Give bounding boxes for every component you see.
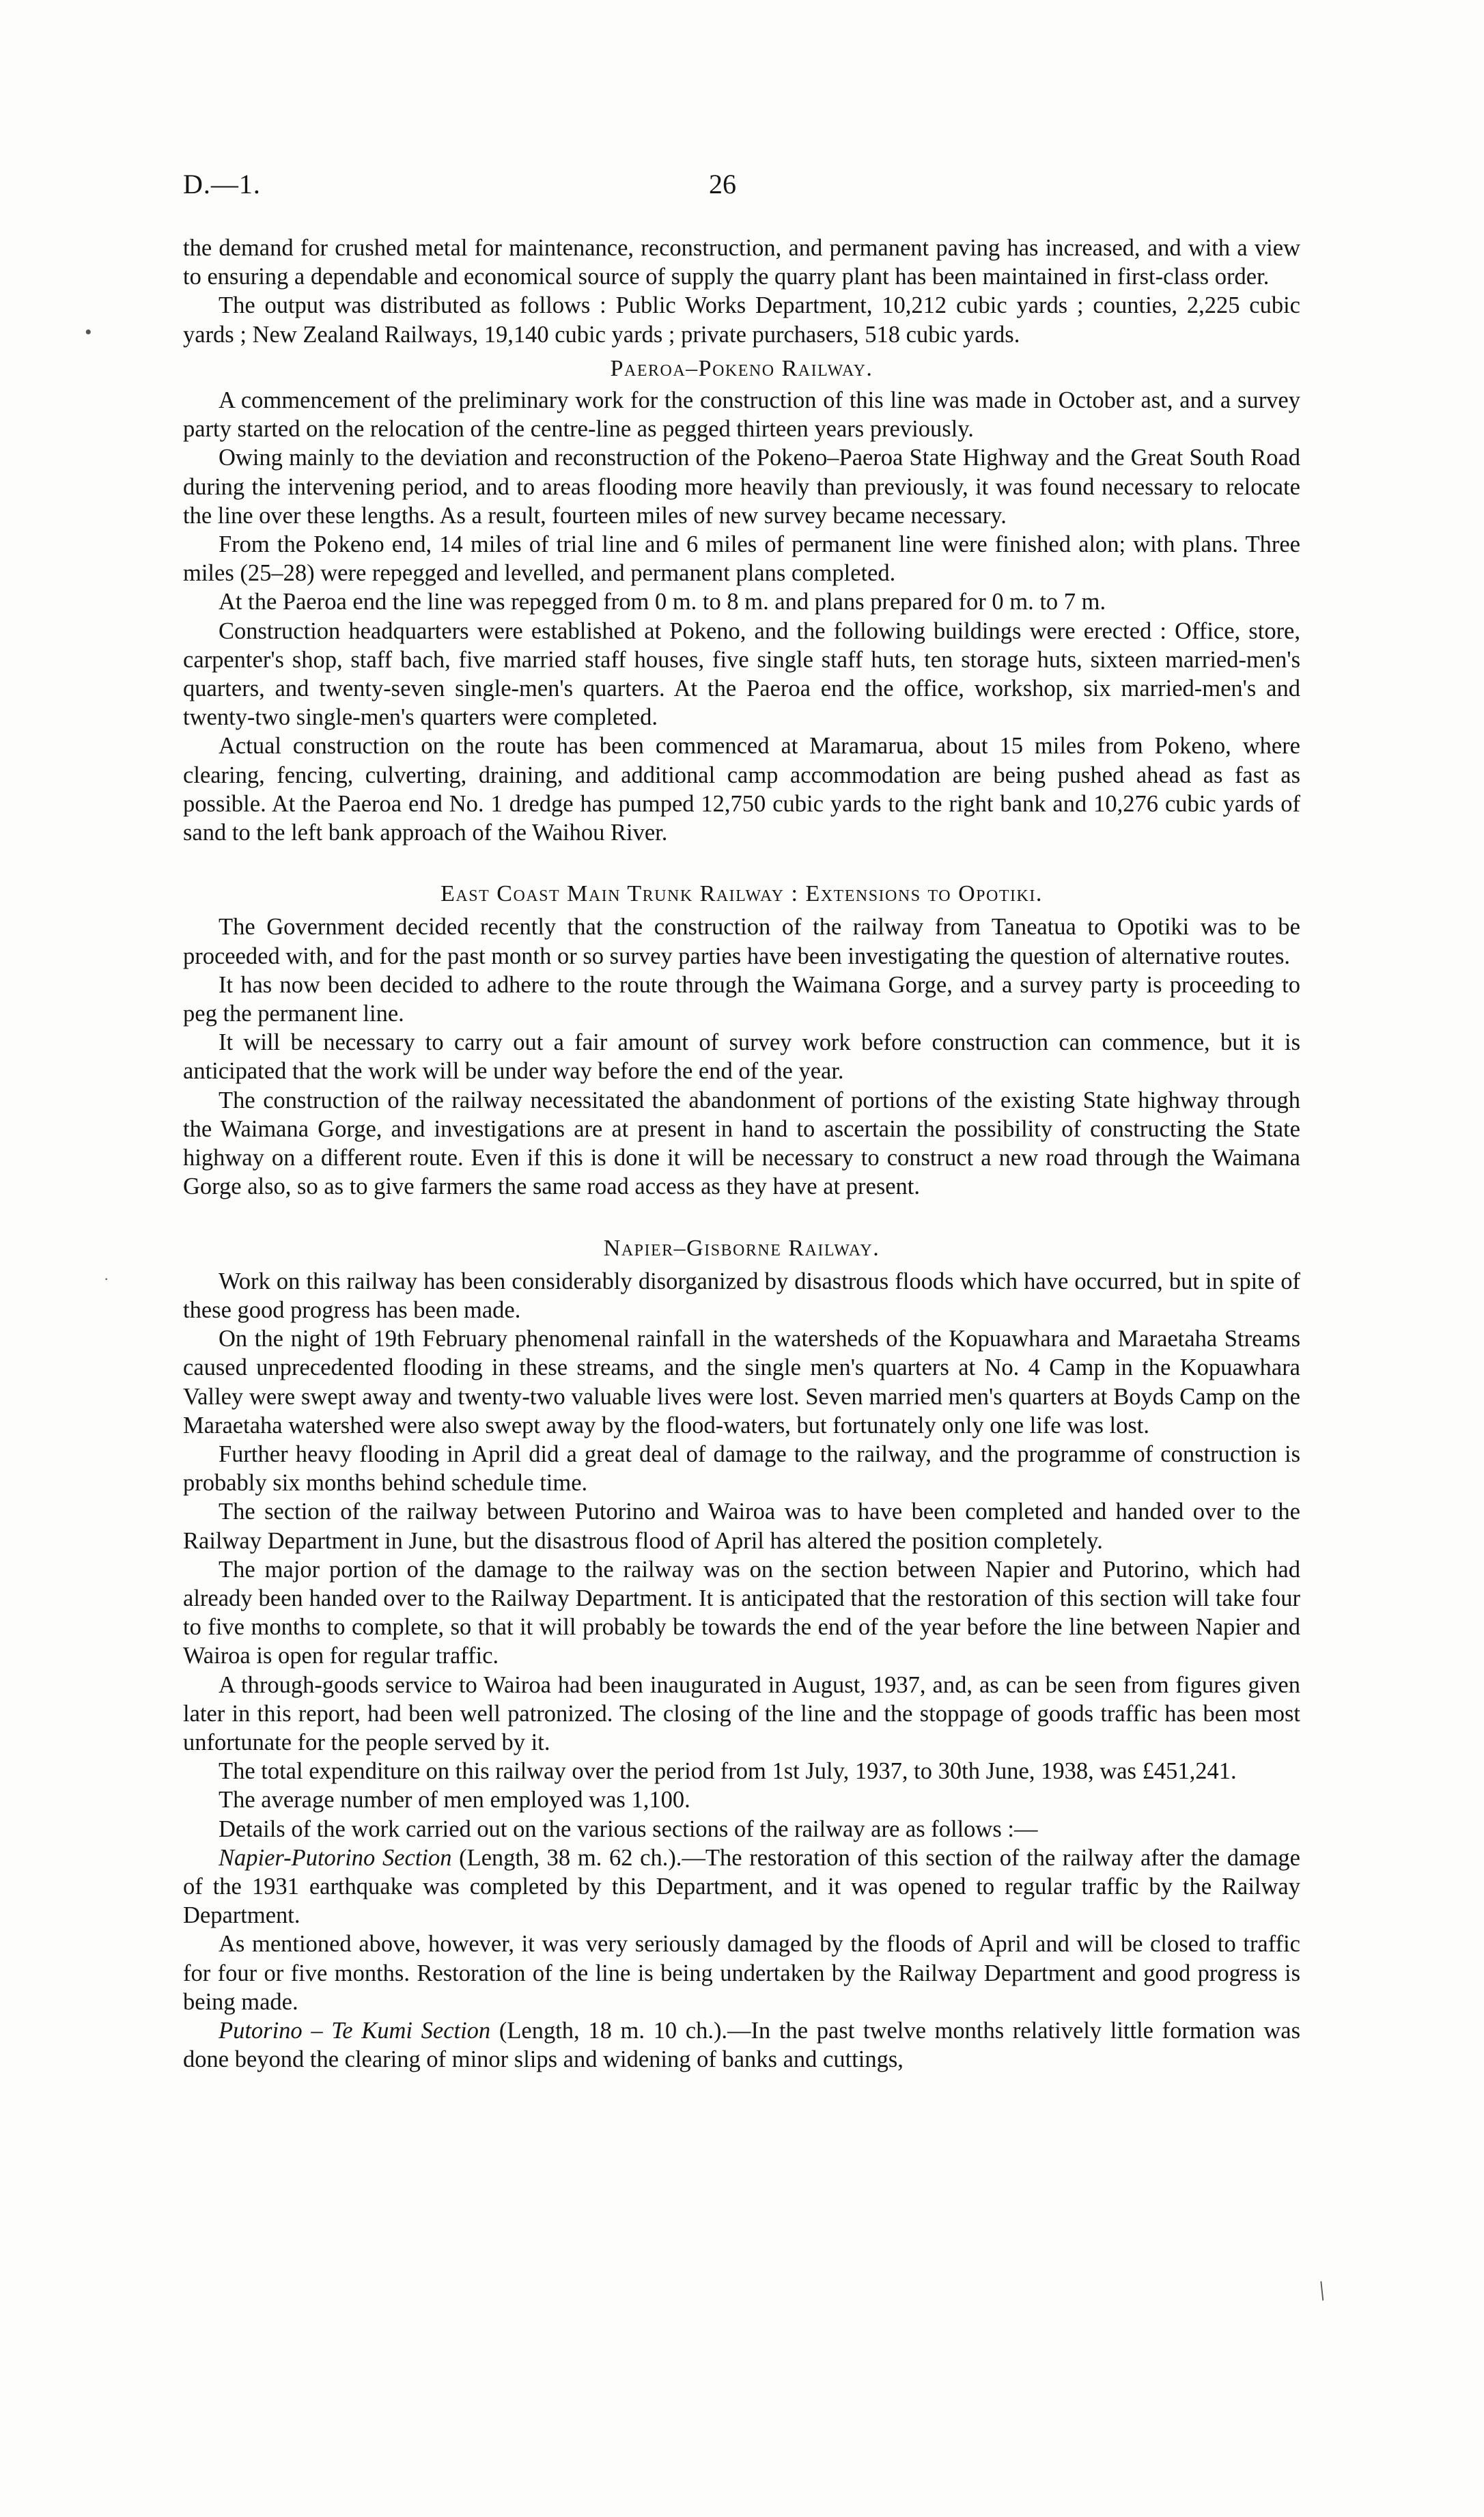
paragraph: Construction headquarters were established at Pokeno, and the following buildings were erected : Office, store, carpenter's shop, staff bach, five married staff houses, five single staff huts, ten storage huts, sixteen married-men's quarters, and twenty-seven single-men's quarters. At the Paeroa end the office, workshop, six married-men's and twenty-two single-men's quarters were completed.	[183, 617, 1300, 731]
section-heading-east-coast: East Coast Main Trunk Railway : Extensions to Opotiki.	[440, 881, 1043, 907]
paragraph: At the Paeroa end the line was repegged from 0 m. to 8 m. and plans prepared for 0 m. to 7 m.	[219, 589, 1106, 615]
paragraph: Owing mainly to the deviation and reconstruction of the Pokeno–Paeroa State Highway and the Great South Road during the intervening period, and to areas flooding more heavily than previously, it was found necessary to relocate the line over these lengths. As a result, fourteen miles of new survey became necessary.	[183, 445, 1300, 529]
paragraph-text: (Length, 38 m. 62 ch.).—The restoration of this section of the railway after the damage of the 1931 earthquake was completed by this Department, and it was opened to regular traffic by the Railway Department.	[183, 1844, 1300, 1929]
paragraph: The output was distributed as follows : Public Works Department, 10,212 cubic yards ; counties, 2,225 cubic yards ; New Zealand Railways, 19,140 cubic yards ; private purchasers, 518 cubic yards.	[183, 292, 1300, 348]
paragraph: Work on this railway has been considerably disorganized by disastrous floods which have occurred, but in spite of these good progress has been made.	[183, 1268, 1300, 1323]
paragraph: On the night of 19th February phenomenal rainfall in the watersheds of the Kopuawhara and Maraetaha Streams caused unprecedented flooding in these streams, and the single men's quarters at No. 4 Camp in the Kopuawhara Valley were swept away and twenty-two valuable lives were lost. Seven married men's quarters at Boyds Camp on the Maraetaha watershed were also swept away by the flood-waters, but fortunately only one life was lost.	[183, 1326, 1300, 1438]
section-heading-napier-gisborne: Napier–Gisborne Railway.	[603, 1235, 880, 1261]
paragraph: the demand for crushed metal for maintenance, reconstruction, and permanent paving has increased, and with a view to ensuring a dependable and economical source of supply the quarry plant has been maintained in first-class order.	[183, 235, 1300, 290]
page-header	[183, 168, 1303, 209]
paragraph-napier-putorino	[183, 1844, 1300, 1930]
paragraph: A through-goods service to Wairoa had been inaugurated in August, 1937, and, as can be seen from figures given later in this report, had been well patronized. The closing of the line and the stoppage of goods traffic has been most unfortunate for the people served by it.	[183, 1671, 1300, 1755]
margin-dot-mark-lower: ·	[104, 1270, 109, 1288]
paragraph: Further heavy flooding in April did a great deal of damage to the railway, and the programme of construction is probably six months behind schedule time.	[183, 1441, 1300, 1497]
margin-tick-mark: /	[1312, 2275, 1332, 2307]
paragraph: The total expenditure on this railway over the period from 1st July, 1937, to 30th June, 1938, was £451,241.	[219, 1758, 1237, 1785]
page-number: 26	[709, 169, 736, 199]
paragraph: As mentioned above, however, it was very seriously damaged by the floods of April and will be closed to traffic for four or five months. Restoration of the line is being undertaken by the Railway Department and good progress is being made.	[183, 1931, 1300, 2015]
section-heading-paeroa-pokeno: Paeroa–Pokeno Railway.	[610, 355, 873, 381]
paragraph: The construction of the railway necessitated the abandonment of portions of the existing State highway through the Waimana Gorge, and investigations are at present in hand to ascertain the possibility of constructing the State highway on a different route. Even if this is done it will be necessary to construct a new road through the Waimana Gorge also, so as to give farmers the same road access as they have at present.	[183, 1087, 1300, 1200]
paragraph-putorino-te-kumi	[183, 2016, 1300, 2074]
section-subtitle: Napier-Putorino Section	[219, 1844, 452, 1871]
paragraph: From the Pokeno end, 14 miles of trial line and 6 miles of permanent line were finished alon; with plans. Three miles (25–28) were repegged and levelled, and permanent plans completed.	[183, 531, 1300, 587]
paragraph: It has now been decided to adhere to the route through the Waimana Gorge, and a survey party is proceeding to peg the permanent line.	[183, 971, 1300, 1027]
section-subtitle: Putorino – Te Kumi Section	[219, 2017, 491, 2044]
paragraph: Details of the work carried out on the various sections of the railway are as follows :—	[219, 1816, 1038, 1842]
margin-dot-mark: •	[85, 321, 92, 344]
paragraph: The Government decided recently that the construction of the railway from Taneatua to Opotiki was to be proceeded with, and for the past month or so survey parties have been investigating the question of alternative routes.	[183, 914, 1300, 969]
paragraph: The major portion of the damage to the railway was on the section between Napier and Putorino, which had already been handed over to the Railway Department. It is anticipated that the restoration of this section will take four to five months to complete, so that it will probably be towards the end of the year before the line between Napier and Wairoa is open for regular traffic.	[183, 1556, 1300, 1669]
paragraph: Actual construction on the route has been commenced at Maramarua, about 15 miles from Pokeno, where clearing, fencing, culverting, draining, and additional camp accommodation are being pushed ahead as fast as possible. At the Paeroa end No. 1 dredge has pumped 12,750 cubic yards to the right bank and 10,276 cubic yards of sand to the left bank approach of the Waihou River.	[183, 733, 1300, 846]
paragraph-text: (Length, 18 m. 10 ch.).—In the past twelve months relatively little formation was done beyond the clearing of minor slips and widening of banks and cuttings,	[183, 2017, 1301, 2073]
paragraph: A commencement of the preliminary work for the construction of this line was made in October ast, and a survey party started on the relocation of the centre-line as pegged thirteen years previously.	[183, 387, 1300, 443]
paragraph: It will be necessary to carry out a fair amount of survey work before construction can commence, but it is anticipated that the work will be under way before the end of the year.	[183, 1029, 1300, 1085]
paragraph: The section of the railway between Putorino and Wairoa was to have been completed and handed over to the Railway Department in June, but the disastrous flood of April has altered the position completely.	[183, 1499, 1300, 1554]
body-text	[183, 234, 1300, 2074]
page-reference: D.—1.	[183, 169, 261, 199]
paragraph: The average number of men employed was 1,100.	[219, 1787, 690, 1813]
